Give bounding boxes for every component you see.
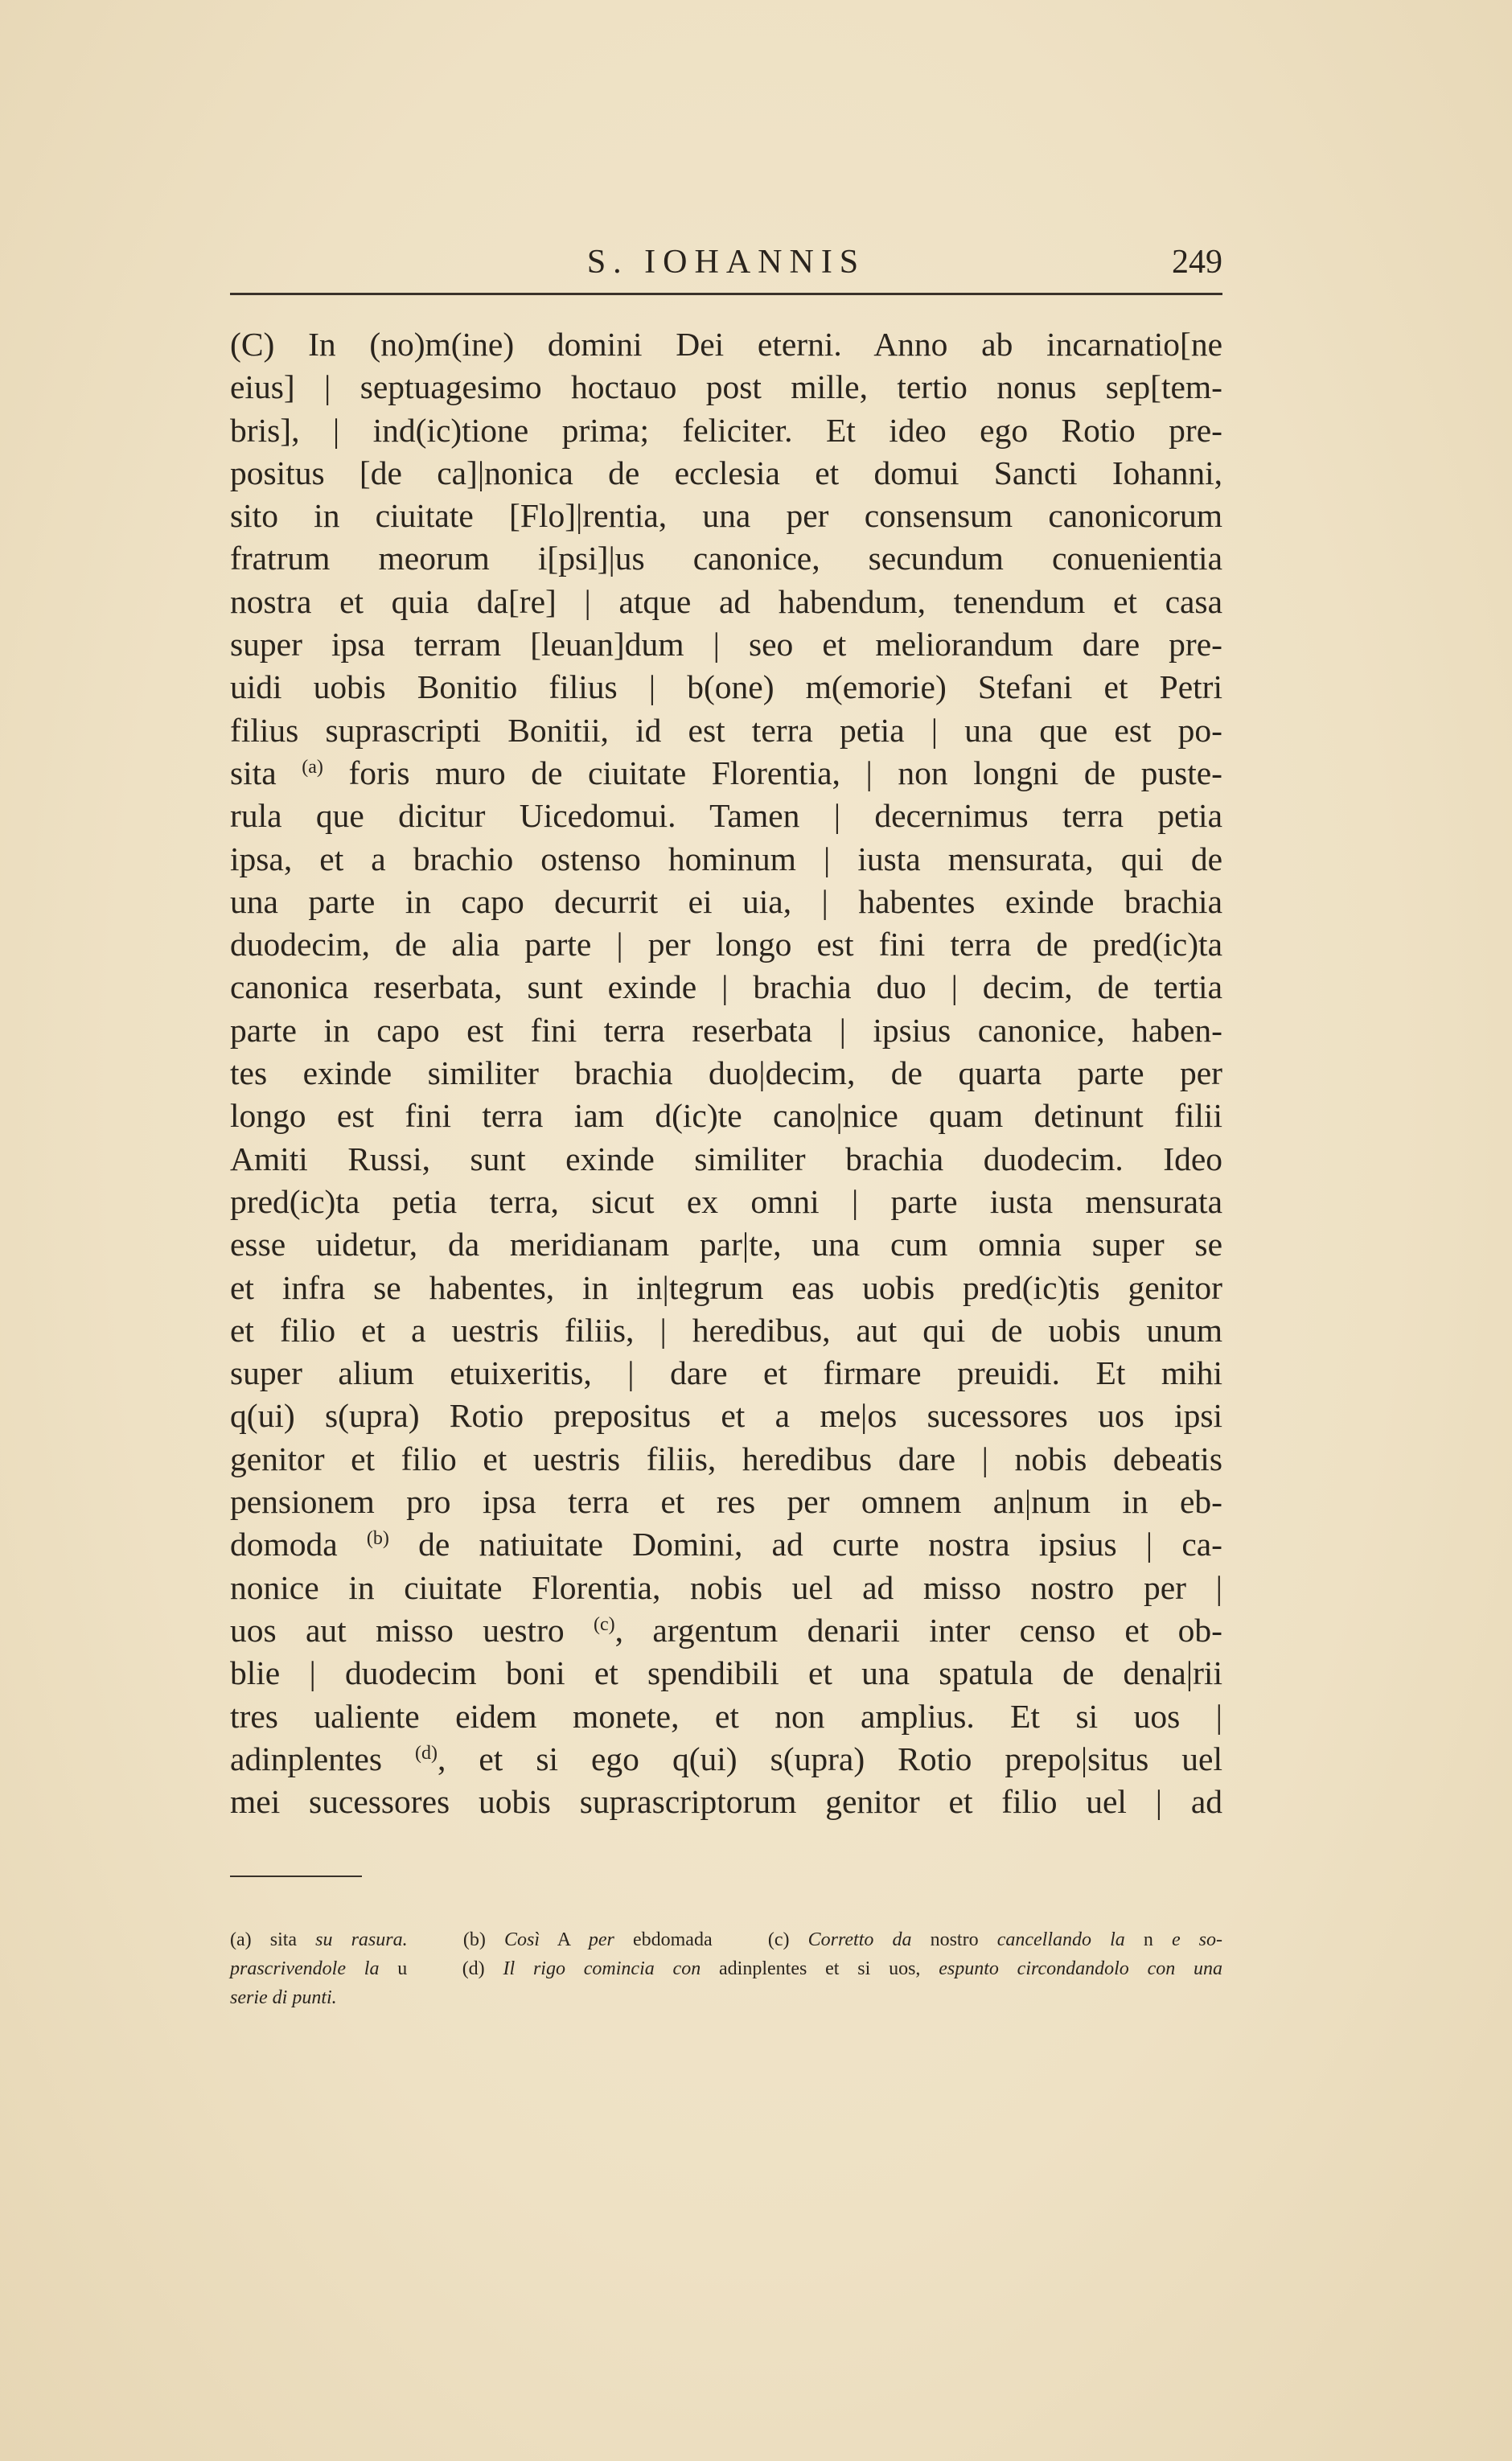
note-ref-a: (a) bbox=[302, 756, 323, 778]
footnote-mark-a: (a) bbox=[230, 1929, 252, 1950]
line-part: , et si ego q(ui) s(upra) Rotio prepo|situs uel bbox=[438, 1740, 1222, 1777]
footnote-mark-c: (c) bbox=[767, 1929, 790, 1950]
text-line: fratrum meorum i[psi]|us canonice, secundum conuenientia bbox=[230, 540, 1222, 577]
note-ref-c: (c) bbox=[593, 1613, 615, 1635]
text-line: nostra et quia da[re] | atque ad habendum, tenendum et casa bbox=[230, 582, 1222, 620]
text-line: (C) In (no)m(ine) domini Dei eterni. Anno ab incarnatio[ne bbox=[230, 326, 1222, 363]
text-line: canonica reserbata, sunt exinde | brachia duo | decim, de tertia bbox=[230, 968, 1222, 1006]
footnote-mark-d: (d) bbox=[462, 1958, 485, 1979]
footnote-line bbox=[230, 1983, 1222, 2012]
text-line: uidi uobis Bonitio filius | b(one) m(emorie) Stefani et Petri bbox=[230, 668, 1222, 706]
text-line: duodecim, de alia parte | per longo est fini terra de pred(ic)ta bbox=[230, 926, 1222, 963]
footnote-text: A bbox=[557, 1929, 570, 1950]
line-part: uos aut misso uestro bbox=[230, 1611, 565, 1649]
text-line: Amiti Russi, sunt exinde similiter brachia duodecim. Ideo bbox=[230, 1140, 1222, 1177]
footnote-editorial: serie di punti. bbox=[230, 1987, 337, 2008]
text-line: pensionem pro ipsa terra et res per omnem an|num in eb- bbox=[230, 1483, 1222, 1521]
footnote-editorial: su rasura. bbox=[315, 1929, 408, 1950]
page-number: 249 bbox=[1172, 244, 1222, 281]
text-line: blie | duodecim boni et spendibili et una spatula de dena|rii bbox=[230, 1654, 1222, 1692]
text-line: et infra se habentes, in in|tegrum eas uobis pred(ic)tis genitor bbox=[230, 1268, 1222, 1306]
text-line: esse uidetur, da meridianam par|te, una cum omnia super se bbox=[230, 1226, 1222, 1263]
footnote-editorial: cancellando bbox=[996, 1929, 1091, 1950]
footnote-line bbox=[230, 1954, 1222, 1983]
footnote-editorial: prascrivendole bbox=[230, 1958, 346, 1979]
footnote-editorial: la bbox=[1110, 1929, 1125, 1950]
text-line: q(ui) s(upra) Rotio prepositus et a me|os sucessores uos ipsi bbox=[230, 1397, 1222, 1435]
text-line: genitor et filio et uestris filiis, heredibus dare | nobis debeatis bbox=[230, 1440, 1222, 1477]
footnote-editorial: Il rigo comincia con bbox=[503, 1958, 701, 1979]
running-title: S. IOHANNIS bbox=[586, 244, 866, 281]
text-line: super ipsa terram [leuan]dum | seo et meliorandum dare pre- bbox=[230, 626, 1222, 664]
text-line: mei sucessores uobis suprascriptorum genitor et filio uel | ad bbox=[230, 1783, 1222, 1821]
header-rule bbox=[230, 293, 1222, 295]
text-line: filius suprascripti Bonitii, id est terra petia | una que est po- bbox=[230, 711, 1222, 749]
footnote-text: u bbox=[397, 1958, 408, 1979]
text-line: positus [de ca]|nonica de ecclesia et domui Sancti Iohanni, bbox=[230, 454, 1222, 491]
footnote-mark-b: (b) bbox=[462, 1929, 486, 1950]
note-ref-b: (b) bbox=[366, 1528, 389, 1550]
footnote-text: sita bbox=[269, 1929, 298, 1950]
line-part: domoda bbox=[230, 1526, 338, 1563]
text-line: et filio et a uestris filiis, | heredibus, aut qui de uobis unum bbox=[230, 1311, 1222, 1349]
line-part: , argentum denarii inter censo et ob- bbox=[614, 1611, 1223, 1649]
text-line: parte in capo est fini terra reserbata | ipsius canonice, haben- bbox=[230, 1011, 1222, 1049]
text-line: nonice in ciuitate Florentia, nobis uel ad misso nostro per | bbox=[230, 1568, 1222, 1606]
text-line: pred(ic)ta petia terra, sicut ex omni | parte iusta mensurata bbox=[230, 1182, 1222, 1220]
text-line: tres ualiente eidem monete, et non amplius. Et si uos | bbox=[230, 1697, 1222, 1735]
footnote-editorial: per bbox=[588, 1929, 614, 1950]
text-line: ipsa, et a brachio ostenso hominum | iusta mensurata, qui de bbox=[230, 840, 1222, 877]
text-line: eius] | septuagesimo hoctauo post mille, tertio nonus sep[tem- bbox=[230, 368, 1222, 406]
text-line: una parte in capo decurrit ei uia, | habentes exinde brachia bbox=[230, 882, 1222, 920]
footnote-text: ebdomada bbox=[632, 1929, 713, 1950]
footnote-text: adinplentes et si uos, bbox=[719, 1958, 921, 1979]
line-part: de natiuitate Domini, ad curte nostra ipsius | ca- bbox=[418, 1526, 1222, 1563]
charter-text bbox=[230, 323, 1222, 1823]
line-part: sita bbox=[230, 754, 277, 791]
footnote-line bbox=[230, 1925, 1222, 1954]
text-line-with-note-a bbox=[230, 752, 1222, 795]
text-line: rula que dicitur Uicedomui. Tamen | decernimus terra petia bbox=[230, 797, 1222, 835]
text-line: bris], | ind(ic)tione prima; feliciter. Et ideo ego Rotio pre- bbox=[230, 411, 1222, 449]
line-part: foris muro de ciuitate Florentia, | non longni de puste- bbox=[348, 754, 1222, 791]
text-line-with-note-d bbox=[230, 1738, 1222, 1781]
footnote-text: nostro bbox=[930, 1929, 979, 1950]
line-part: adinplentes bbox=[230, 1740, 382, 1777]
note-ref-d: (d) bbox=[415, 1742, 438, 1764]
text-line: sito in ciuitate [Flo]|rentia, una per consensum canonicorum bbox=[230, 497, 1222, 535]
footnote-editorial: Così bbox=[503, 1929, 540, 1950]
footnote-editorial: Corretto da bbox=[807, 1929, 912, 1950]
text-line-with-note-b bbox=[230, 1523, 1222, 1566]
text-line-with-note-c bbox=[230, 1609, 1222, 1652]
footnote-text: n bbox=[1143, 1929, 1153, 1950]
footnotes bbox=[230, 1925, 1222, 2012]
text-line: longo est fini terra iam d(ic)te cano|nice quam detinunt filii bbox=[230, 1097, 1222, 1135]
footnote-editorial: espunto circondandolo con una bbox=[939, 1958, 1223, 1979]
text-line: super alium etuixeritis, | dare et firmare preuidi. Et mihi bbox=[230, 1354, 1222, 1392]
footnote-editorial: la bbox=[364, 1958, 380, 1979]
footnote-rule bbox=[230, 1876, 362, 1877]
footnote-editorial: e so- bbox=[1171, 1929, 1223, 1950]
page-header bbox=[230, 238, 1222, 286]
text-line: tes exinde similiter brachia duo|decim, de quarta parte per bbox=[230, 1054, 1222, 1092]
